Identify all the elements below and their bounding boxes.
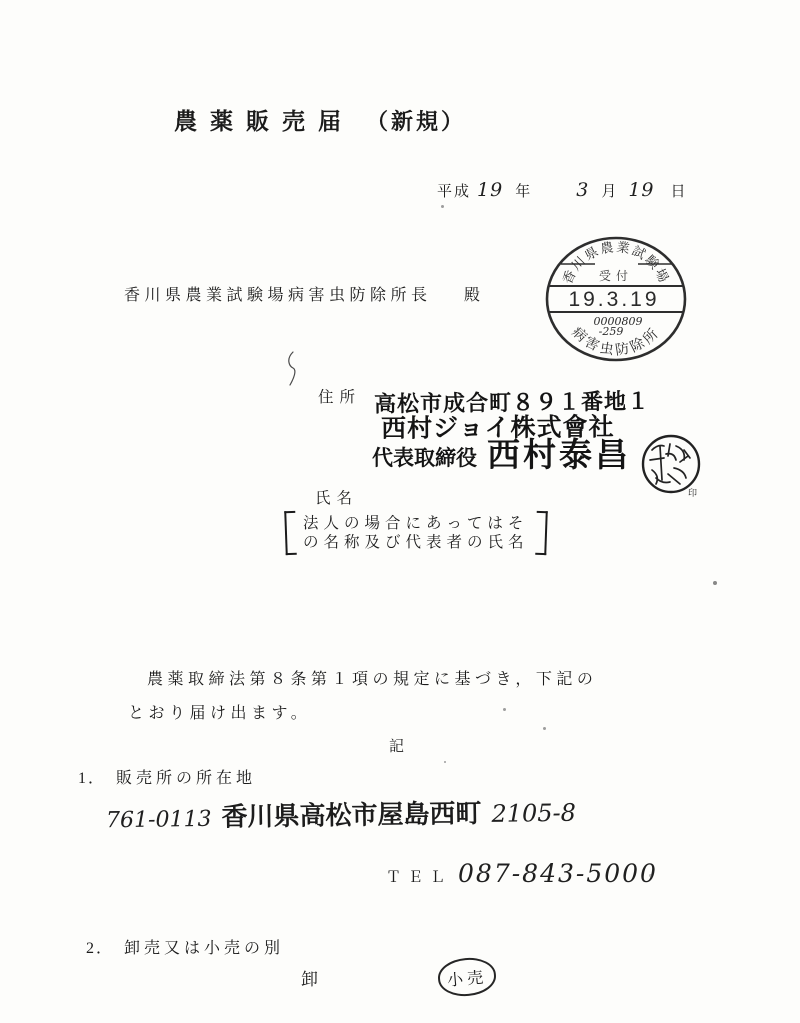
applicant-address-handwritten: 高松市成合町８９１番地１: [373, 388, 651, 417]
submission-date: [437, 179, 688, 201]
document-title-suffix: （新規）: [366, 109, 467, 134]
section1-number: 1．: [78, 770, 107, 787]
body-paragraph-line1: 農薬取締法第８条第１項の規定に基づき，下記の: [147, 671, 598, 688]
year-unit: 年: [515, 184, 533, 200]
corporation-note-text: [296, 511, 536, 555]
scan-speck: [444, 761, 446, 763]
telephone-line: [386, 857, 658, 888]
applicant-company-handwritten: 西村ジョイ株式會社: [380, 414, 615, 443]
representative-name: 西村泰昌: [487, 438, 631, 474]
personal-seal-script: [650, 444, 690, 484]
address-label: 住所: [318, 389, 362, 406]
ki-heading: 記: [389, 739, 405, 755]
scan-speck: [441, 205, 444, 208]
section2-label: 卸売又は小売の別: [124, 940, 285, 957]
stamp-received-label: 受付: [598, 269, 634, 283]
name-label: 氏名: [315, 490, 359, 507]
address-handwritten: 香川県高松市屋島西町: [221, 799, 482, 832]
day-value-handwritten: 19: [628, 179, 655, 201]
pen-squiggle-artifact: [281, 349, 305, 391]
document-title-main: 農薬販売届: [174, 109, 354, 134]
representative-line: [372, 429, 631, 476]
stamp-date: 19.3.19: [568, 288, 660, 311]
corporation-note-line2: の名称及び代表者の氏名: [303, 534, 529, 551]
day-unit: 日: [670, 184, 688, 200]
scan-speck: [503, 708, 506, 711]
receipt-stamp: [545, 235, 687, 363]
scan-speck: [649, 874, 652, 877]
tel-label: ＴＥＬ: [386, 870, 453, 886]
scan-speck: [543, 727, 546, 730]
section2-number: 2．: [86, 940, 115, 957]
corporation-note-line1: 法人の場合にあってはそ: [303, 515, 529, 532]
document-title: [174, 103, 466, 136]
body-paragraph-line2: とおり届け出ます。: [128, 705, 312, 722]
lot-number-handwritten: 2105-8: [491, 798, 577, 828]
option-retail: 小売: [446, 968, 488, 990]
representative-role: 代表取締役: [372, 446, 477, 470]
stamp-bottom-arc-text: 病害虫防除所: [568, 324, 664, 359]
sales-office-address-handwritten: [106, 792, 576, 836]
seal-in-mark: 印: [688, 488, 698, 498]
addressee-honorific: 殿: [464, 287, 485, 304]
month-value-handwritten: 3: [576, 179, 590, 201]
month-unit: 月: [601, 184, 619, 200]
year-value-handwritten: 19: [477, 179, 504, 201]
scan-speck: [713, 581, 717, 585]
personal-seal: [640, 432, 702, 500]
section1-header: [78, 765, 256, 788]
corporation-note: [285, 511, 547, 555]
right-bracket: [535, 511, 548, 555]
retail-selected-circle: [436, 956, 497, 999]
section2-header: [86, 935, 284, 958]
tel-number-handwritten: 087-843-5000: [458, 859, 658, 888]
stamp-receipt-number-line1: 0000809: [593, 315, 643, 328]
option-wholesale: 卸: [301, 970, 318, 989]
postal-code-handwritten: 761-0113: [105, 806, 212, 834]
addressee-name: 香川県農業試験場病害虫防除所長: [124, 287, 432, 304]
stamp-top-arc-text: 香川県農業試験場: [559, 239, 673, 287]
era-label: 平成: [437, 184, 472, 200]
personal-seal-border: [643, 436, 699, 492]
section1-label: 販売所の所在地: [116, 770, 257, 787]
addressee-line: [124, 282, 485, 305]
stamp-receipt-number-line2: -259: [598, 325, 624, 338]
left-bracket: [284, 511, 297, 555]
